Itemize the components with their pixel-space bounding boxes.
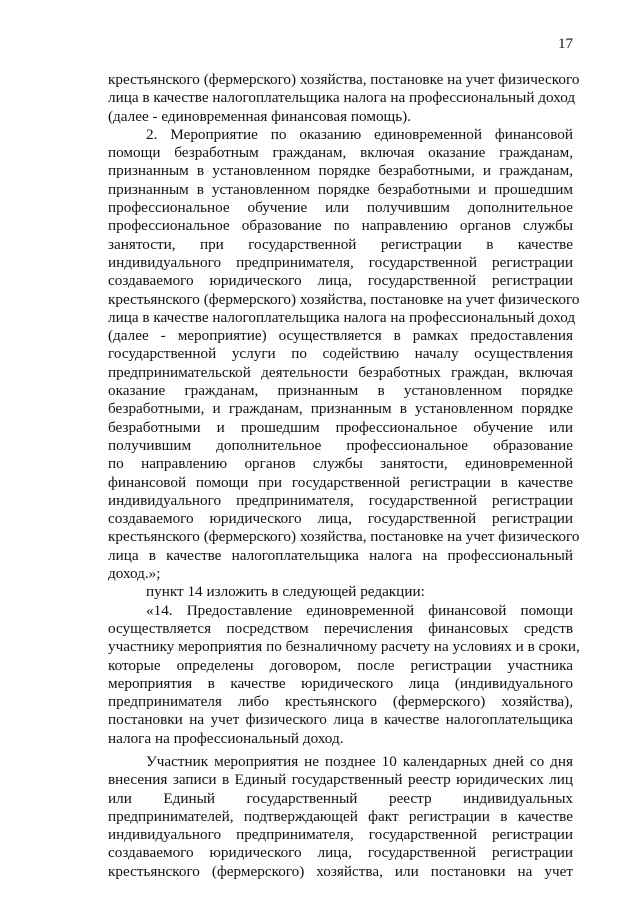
- paragraph: [108, 71, 580, 126]
- text-line: предпринимательской деятельности безработных граждан, включая: [108, 363, 573, 381]
- text-line: которые определены договором, после регистрации участника: [108, 656, 573, 674]
- text-line: предпринимателя либо крестьянского (фермерского) хозяйства),: [108, 693, 573, 711]
- text-line: создаваемого юридического лица, государственной регистрации: [108, 510, 573, 528]
- text-line: (далее - мероприятие) осуществляется в рамках предоставления: [108, 327, 573, 345]
- text-line: признанным в установленном порядке безработными, и гражданам,: [108, 162, 573, 180]
- text-line: крестьянского (фермерского) хозяйства, постановке на учет физического: [108, 290, 580, 308]
- text-line: безработными, и гражданам, признанным в установленном порядке: [108, 400, 573, 418]
- text-line: помощи безработным гражданам, включая оказание гражданам,: [108, 144, 573, 162]
- text-line: профессиональное образование по направлению органов службы: [108, 217, 573, 235]
- text-line: мероприятия в качестве юридического лица (индивидуального: [108, 674, 573, 692]
- paragraph: [108, 583, 573, 601]
- text-line: лица в качестве налогоплательщика налога на профессиональный доход: [108, 89, 576, 107]
- page-number: 17: [558, 36, 573, 52]
- text-line: лица в качестве налогоплательщика налога на профессиональный: [108, 546, 573, 564]
- document-body: [108, 71, 580, 881]
- paragraph: [108, 125, 580, 583]
- text-line: или Единый государственный реестр индивидуальных: [108, 789, 573, 807]
- text-line: признанным в установленном порядке безработными и прошедшим: [108, 180, 573, 198]
- text-line: доход.»;: [108, 565, 161, 583]
- text-line: индивидуального предпринимателя, государственной регистрации: [108, 253, 573, 271]
- text-line: получившим дополнительное профессиональное образование: [108, 436, 573, 454]
- paragraph: [108, 601, 580, 748]
- text-line: создаваемого юридического лица, государственной регистрации: [108, 844, 573, 862]
- text-line: государственной услуги по содействию началу осуществления: [108, 345, 573, 363]
- text-line: Участник мероприятия не позднее 10 календарных дней со дня: [146, 752, 573, 770]
- text-line: 2. Мероприятие по оказанию единовременной финансовой: [146, 125, 573, 143]
- text-line: финансовой помощи при государственной регистрации в качестве: [108, 473, 573, 491]
- text-line: профессиональное обучение или получившим дополнительное: [108, 199, 573, 217]
- text-line: безработными и прошедшим профессиональное обучение или: [108, 418, 573, 436]
- paragraph: [108, 753, 573, 881]
- text-line: крестьянского (фермерского) хозяйства, постановке на учет физического: [108, 71, 580, 88]
- text-line: осуществляется посредством перечисления финансовых средств: [108, 619, 573, 637]
- text-line: налога на профессиональный доход.: [108, 729, 344, 747]
- text-line: оказание гражданам, признанным в установленном порядке: [108, 382, 573, 400]
- text-line: «14. Предоставление единовременной финансовой помощи: [146, 601, 573, 619]
- text-line: постановки на учет физического лица в качестве налогоплательщика: [108, 711, 573, 729]
- text-line: индивидуального предпринимателя, государственной регистрации: [108, 826, 573, 844]
- text-line: крестьянского (фермерского) хозяйства, постановке на учет физического: [108, 528, 580, 546]
- text-line: внесения записи в Единый государственный реестр юридических лиц: [108, 771, 573, 789]
- text-line: участнику мероприятия по безналичному расчету на условиях и в сроки,: [108, 638, 580, 656]
- text-line: создаваемого юридического лица, государственной регистрации: [108, 272, 573, 290]
- text-line: по направлению органов службы занятости, единовременной: [108, 455, 573, 473]
- text-line: крестьянского (фермерского) хозяйства, или постановки на учет: [108, 862, 573, 880]
- text-line: пункт 14 изложить в следующей редакции:: [146, 583, 425, 601]
- text-line: индивидуального предпринимателя, государственной регистрации: [108, 491, 573, 509]
- text-line: занятости, при государственной регистрации в качестве: [108, 235, 573, 253]
- text-line: предпринимателей, подтверждающей факт регистрации в качестве: [108, 807, 573, 825]
- text-line: (далее - единовременная финансовая помощь).: [108, 107, 412, 125]
- text-line: лица в качестве налогоплательщика налога на профессиональный доход: [108, 308, 576, 326]
